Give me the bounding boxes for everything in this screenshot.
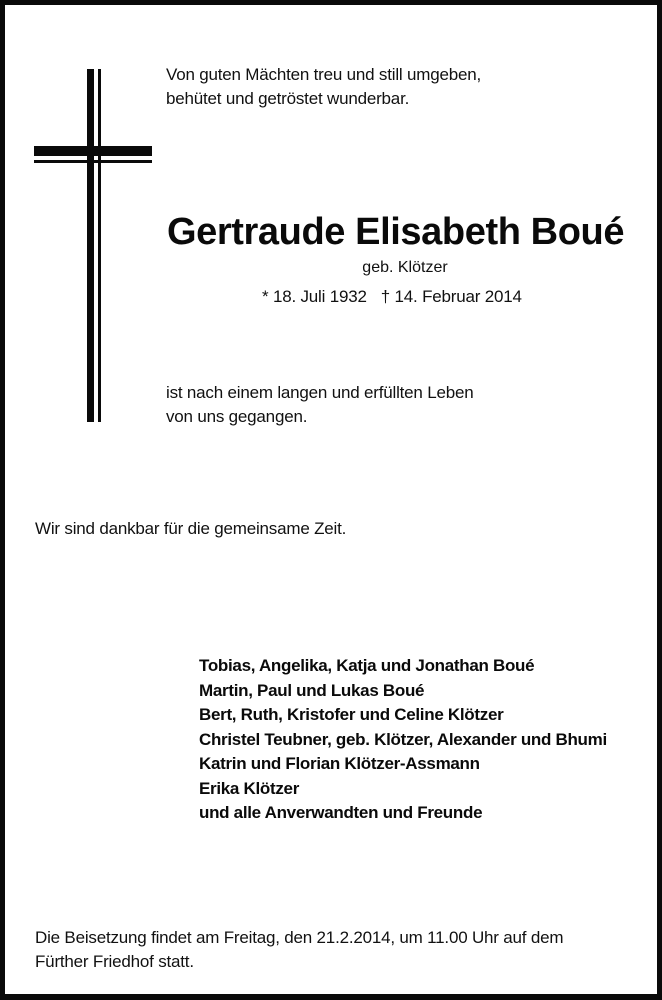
cross-horizontal-thick-bar <box>34 146 152 156</box>
funeral-line: Fürther Friedhof statt. <box>35 952 194 971</box>
mourner-line: Erika Klötzer <box>199 778 300 798</box>
passing-line: von uns gegangen. <box>166 407 308 426</box>
thanks-text: Wir sind dankbar für die gemeinsame Zeit. <box>35 519 347 538</box>
funeral-line: Die Beisetzung findet am Freitag, den 21.2.2014, um 11.00 Uhr auf dem <box>35 928 564 947</box>
maiden-name: geb. Klötzer <box>362 259 448 276</box>
cross-horizontal-thin-bar <box>34 160 152 163</box>
funeral-info <box>35 926 563 974</box>
death-date: † 14. Februar 2014 <box>380 287 522 306</box>
mourner-line: Christel Teubner, geb. Klötzer, Alexander und Bhumi <box>199 729 607 749</box>
verse-line: Von guten Mächten treu und still umgeben, <box>166 65 482 84</box>
mourner-line: Tobias, Angelika, Katja und Jonathan Boué <box>199 656 535 675</box>
verse-line: behütet und getröstet wunderbar. <box>166 89 410 108</box>
mourner-line: und alle Anverwandten und Freunde <box>199 803 483 822</box>
passing-text <box>166 381 473 429</box>
life-dates <box>262 286 522 308</box>
birth-date: * 18. Juli 1932 <box>262 287 367 306</box>
deceased-name: Gertraude Elisabeth Boué <box>167 211 625 253</box>
passing-line: ist nach einem langen und erfüllten Leben <box>166 383 474 402</box>
mourners-list <box>199 654 607 826</box>
mourner-line: Martin, Paul und Lukas Boué <box>199 680 425 700</box>
cross-vertical-thin-bar <box>98 69 101 422</box>
mourner-line: Katrin und Florian Klötzer-Assmann <box>199 754 480 773</box>
verse <box>166 63 481 111</box>
mourner-line: Bert, Ruth, Kristofer und Celine Klötzer <box>199 705 504 724</box>
cross-vertical-thick-bar <box>87 69 94 422</box>
maiden-name-row <box>0 258 662 278</box>
